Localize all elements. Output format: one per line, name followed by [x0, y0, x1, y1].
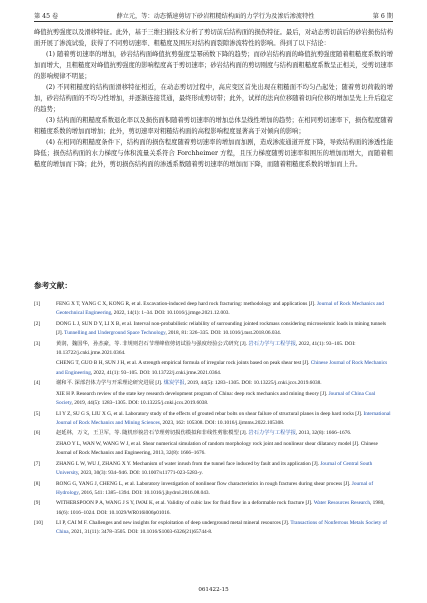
reference-list: [34, 300, 393, 539]
reference-citation: LI P, CAI M F. Challenges and new insights for exploitation of deep underground metal mineral resources [J].: [56, 520, 291, 527]
journal-link[interactable]: Water Resources Research: [313, 500, 371, 507]
reference-details: , 2023, 30(3): 934–946. DOI: 10.1007/s11771-023-5283-y.: [78, 469, 203, 476]
reference-details: , 1980, 16(6): 1016–1024. DOI: 10.1029/WR016i006p01016.: [56, 500, 385, 516]
reference-number: [7]: [34, 460, 41, 467]
reference-text: [56, 429, 393, 438]
paragraph: 峰值抗剪强度以及滑移特征。此外，基于三维扫描技术分析了剪切前后结构面的损伤特征。最后，对动态剪切前后的砂岩损伤结构面开展了渗流试验，获得了不同剪切速率、粗糙度及围压对结构面裂隙渗流特性的影响。得到了以下结论：: [34, 29, 393, 47]
reference-text: [56, 480, 393, 498]
reference-text: [56, 359, 393, 377]
reference-details: , 2016, 541: 1385–1394. DOI: 10.1016/j.jhydrol.2016.08.043.: [78, 489, 210, 496]
reference-number: [34, 390, 56, 408]
reference-details: , 2022, 41(1): 93–105. DOI: 10.13722/j.cnki.jrme.2021.0364.: [90, 369, 222, 376]
reference-text: [56, 390, 393, 408]
journal-link[interactable]: 岩石力学与工程学报: [248, 430, 296, 437]
conclusion-item-4: (4) 在相同的粗糙度条件下，结构面的损伤程度随着剪切速率的增加而加剧，造成渗流通道开度下降，导致结构面的渗透性能降低；损伤结构面的水力梯度与体积流量关系符合 Forchheimer 方程，且压力梯度随剪切速率和围压的增加而增大，而随着粗糙度的增加而下降；此外，剪切损伤结构面的渗透系数随着剪切速率的增加而下降，而随着粗糙度系数的增加而上升。: [34, 139, 393, 168]
reference-number: [10]: [34, 520, 43, 527]
reference-item: [34, 480, 393, 498]
reference-citation: FENG X T, YANG C X, KONG R, et al. Excavation-induced deep hard rock fracturing: methodology and applications [J].: [56, 301, 317, 307]
reference-citation: RONG G, YANG J, CHENG L, et al. Laboratory investigation of nonlinear flow characteristics in rough fractures during shear process [J].: [56, 480, 352, 487]
reference-citation: ZHAO Y L, WAN W, WANG W J, et al. Shear numerical simulation of random morphology rock joint and nonlinear shear dilatancy model [J]. Chinese Journal of Rock Mechanics and Engineering, 2013, 32(8): 1666–1676.: [56, 440, 378, 457]
conclusion-item-2: (2) 不同粗糙度的结构面滑移特征相近，在动态剪切过程中，高应变区首先出现在粗糙面不均匀凸起处；随着剪切荷载的增加，砂岩结构面的不均匀性增加，并逐渐连接贯通，最终形成剪切带；此外，试样的法向位移随着切向位移的增加呈先上升后稳定的趋势；: [34, 84, 393, 113]
reference-text: [56, 519, 393, 537]
reference-number: [6]: [34, 430, 41, 437]
reference-details: , 2019, 44(5): 1283–1305. DOI: 10.13225/j.cnki.jccs.2019.6038.: [71, 399, 209, 406]
reference-number: [3]: [34, 340, 41, 347]
reference-details: , 2013, 32(8): 1666–1676.: [296, 430, 352, 437]
reference-item: [34, 340, 393, 358]
reference-citation: CHENG T, GUO B H, SUN J H, et al. A strength empirical formula of irregular rock joints based on peak shear test [J].: [56, 360, 311, 367]
reference-item: [34, 320, 393, 338]
header-title: 薛立元，等：动态循速剪切下砂岩粗糙结构面的力学行为及渗后渗流特性: [116, 12, 315, 20]
reference-citation: 黄润，魏国华，孙杰豪，等. 非规则岩石节理峰值剪切试验与强度经验公式研究 [J].: [56, 340, 249, 347]
header-issue: 第 6 期: [372, 12, 393, 20]
reference-item: [34, 519, 393, 537]
journal-link[interactable]: Journal of China Coal Society: [56, 390, 376, 406]
reference-number: [4]: [34, 380, 41, 387]
journal-link[interactable]: Journal of Rock Mechanics and Geotechnical Engineering: [56, 301, 384, 317]
reference-item: [34, 390, 393, 408]
reference-text: [56, 460, 393, 478]
reference-text: [56, 320, 393, 338]
reference-number: [2]: [34, 320, 41, 327]
running-header: [34, 8, 393, 22]
journal-link[interactable]: Chinese Journal of Rock Mechanics and Engineering: [56, 360, 388, 376]
journal-link[interactable]: Journal of Hydrology: [56, 480, 374, 496]
reference-text: [56, 499, 393, 517]
reference-text: [56, 379, 393, 388]
reference-item: [34, 499, 393, 517]
reference-details: , 2023, 162: 105308. DOI: 10.1016/j.ijrmms.2022.105308.: [159, 419, 285, 426]
reference-item: [34, 410, 393, 428]
reference-details: , 2022, 41(1): 93–105. DOI: 10.13722/j.cnki.jrme.2021.0364.: [56, 340, 356, 356]
reference-details: , 2018, 81: 326–335. DOI: 10.1016/j.tust.2018.06.034.: [165, 330, 282, 336]
journal-link[interactable]: Tunnelling and Underground Space Technology: [64, 330, 166, 336]
reference-citation: XIE H P. Research review of the state key research development program of China: deep rock mechanics and mining theory [J].: [56, 390, 329, 397]
journal-link[interactable]: 煤炭学报: [163, 380, 185, 387]
reference-item: [34, 429, 393, 438]
conclusion-item-3: (3) 结构面的粗糙度系数退化率以及损伤面积随着剪切速率的增加总体呈线性增加的趋势；在相同剪切速率下，损伤程度随着粗糙度系数的增加而增加；此外，剪切速率对粗糙结构面的高程影响程度显著高于对倾向的影响；: [34, 117, 393, 135]
reference-text: [56, 440, 393, 458]
header-volume: 第 45 卷: [34, 12, 59, 20]
reference-item: [34, 440, 393, 458]
conclusion-item-1: (1) 随着剪切速率的增加，砂岩结构面峰值抗剪强度呈幂函数下降的趋势；而砂岩结构面的峰值抗剪强度随着粗糙度系数的增加而增大，且粗糙度对峰值抗剪强度的影响程度高于剪切速率；砂岩结构面的剪切刚度与结构面粗糙度系数呈正相关，受剪切速率的影响规律不明显；: [34, 51, 393, 80]
reference-text: [56, 300, 393, 318]
reference-item: [34, 460, 393, 478]
reference-citation: 赵延林，万文，王卫军，等. 随机形貌岩石节理剪切损伤模拟和非线性剪胀模型 [J].: [56, 430, 249, 437]
reference-details: , 2021, 31(11): 3478–3505. DOI: 10.1016/S1003-6326(21)65744-8.: [68, 529, 213, 536]
journal-link[interactable]: Journal of Central South University: [56, 460, 373, 476]
reference-text: [56, 340, 393, 358]
reference-number: [34, 359, 56, 377]
journal-link[interactable]: International Journal of Rock Mechanics and Mining Sciences: [56, 410, 391, 426]
reference-citation: ZHANG L W, WU J, ZHANG X Y. Mechanism of water inrush from the tunnel face induced by fault and its application [J].: [56, 460, 321, 467]
reference-number: [8]: [34, 480, 41, 487]
references-heading: 参考文献：: [34, 281, 72, 290]
header-rule: [34, 21, 393, 22]
reference-item: [34, 359, 393, 377]
page-number: 061422-15: [198, 587, 229, 593]
reference-citation: WITHERSPOON P A, WANG J S Y, IWAI K, et al. Validity of cubic law for fluid flow in a deformable rock fracture [J].: [56, 500, 314, 507]
reference-item: [34, 300, 393, 318]
reference-number: [1]: [34, 301, 41, 307]
reference-citation: LI Y Z, SU G S, LIU X G, et al. Laboratory study of the effects of grouted rebar bolts on shear failure of structural planes in deep hard rocks [J].: [56, 410, 364, 417]
reference-number: [34, 440, 56, 458]
reference-details: , 2022, 14(1): 1–34. DOI: 10.1016/j.jrmge.2021.12.003.: [111, 310, 230, 317]
reference-citation: DONG L J, SUN D Y, LI X B, et al. Interval non-probabilistic reliability of surrounding jointed rockmass considering microseismic loads in mining tunnels [J].: [56, 320, 387, 336]
reference-number: [9]: [34, 500, 41, 507]
reference-number: [5]: [34, 410, 41, 417]
reference-citation: 谢和平. 深部岩体力学与开采理论研究进展 [J].: [56, 380, 164, 387]
reference-details: , 2019, 44(5): 1283–1305. DOI: 10.13225/j.cnki.jccs.2019.6038.: [184, 380, 322, 387]
reference-text: [56, 410, 393, 428]
journal-link[interactable]: Transactions of Nonferrous Metals Society of China: [56, 520, 388, 536]
conclusion-body: [34, 27, 393, 170]
reference-item: [34, 379, 393, 388]
journal-link[interactable]: 岩石力学与工程学报: [248, 340, 296, 347]
